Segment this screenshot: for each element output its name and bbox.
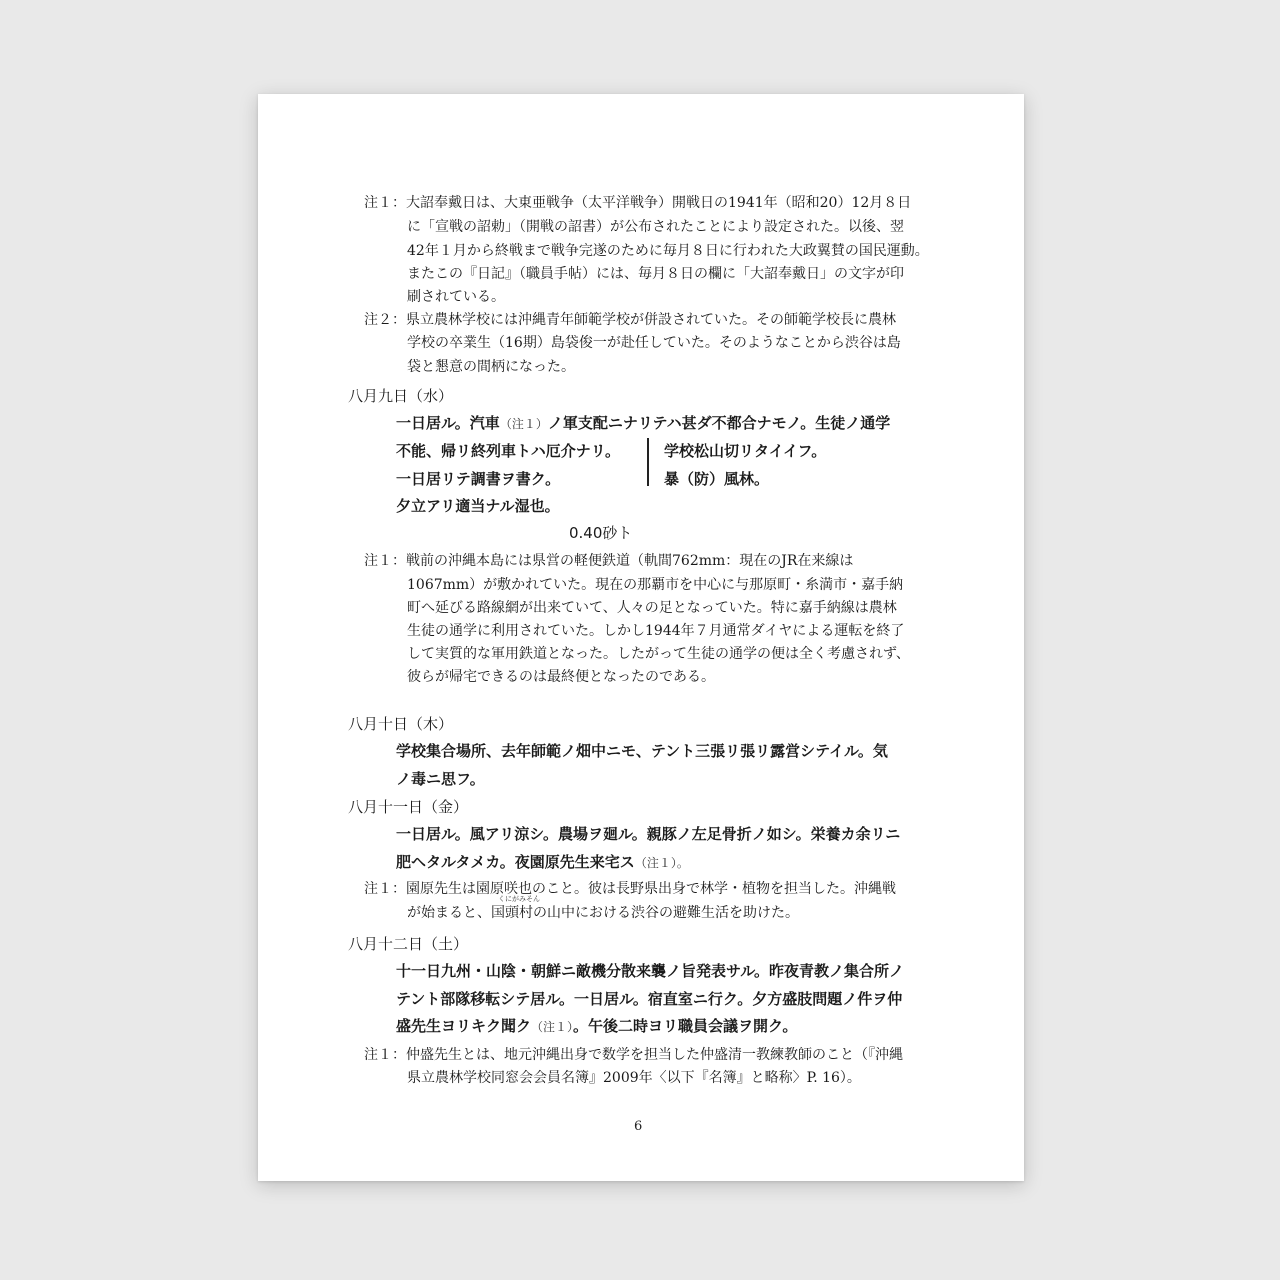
diary-text: 肥ヘタルタメカ。夜園原先生来宅ス bbox=[396, 853, 635, 871]
diary-line bbox=[396, 412, 890, 433]
diary-line: 暴（防）風林。 bbox=[664, 470, 770, 488]
diary-text: ノ軍支配ニナリテハ甚ダ不都合ナモノ。生徒ノ通学 bbox=[547, 414, 891, 432]
note-line: 注１：戦前の沖縄本島には県営の軽便鉄道（軌間762mm：現在のJR在来線は bbox=[364, 553, 854, 569]
diary-line bbox=[396, 851, 689, 872]
note-line: して実質的な軍用鉄道となった。したがって生徒の通学の便は全く考慮されず、 bbox=[407, 646, 910, 662]
diary-line: テント部隊移転シテ居ル。一日居ル。宿直室ニ行ク。夕方盛肢問題ノ件ヲ仲 bbox=[396, 990, 903, 1008]
note-line: 彼らが帰宅できるのは最終便となったのである。 bbox=[407, 669, 715, 685]
note-line: 注１：仲盛先生とは、地元沖縄出身で数学を担当した仲盛清一教練教師のこと（『沖縄 bbox=[364, 1047, 903, 1063]
ruby-annotation: くにがみそん bbox=[498, 895, 540, 903]
note-line: 生徒の通学に利用されていた。しかし1944年７月通常ダイヤによる運転を終了 bbox=[407, 623, 905, 639]
note-line: に「宣戦の詔勅」（開戦の詔書）が公布されたことにより設定された。以後、翌 bbox=[407, 219, 904, 235]
diary-text: 。午後二時ヨリ職員会議ヲ開ク。 bbox=[573, 1017, 798, 1035]
note-line: 注２：県立農林学校には沖縄青年師範学校が併設されていた。その師範学校長に農林 bbox=[364, 312, 896, 328]
note-line: が始まると、国頭村の山中における渋谷の避難生活を助けた。 bbox=[407, 905, 799, 921]
note-ref: （注１） bbox=[531, 1020, 574, 1034]
note-line: 注１：園原先生は園原咲也のこと。彼は長野県出身で林学・植物を担当した。沖縄戦 bbox=[364, 881, 896, 897]
diary-line: 夕立アリ適当ナル湿也。 bbox=[396, 497, 560, 515]
diary-line: 学校集合場所、去年師範ノ畑中ニモ、テント三張リ張リ露営シテイル。気 bbox=[396, 742, 888, 760]
note-line: 1067mm）が敷かれていた。現在の那覇市を中心に与那原町・糸満市・嘉手納 bbox=[407, 577, 904, 593]
diary-text: 一日居ル。汽車 bbox=[396, 414, 500, 432]
column-divider bbox=[647, 438, 649, 486]
note-line: 42年１月から終戦まで戦争完遂のために毎月８日に行われた大政翼賛の国民運動。 bbox=[407, 243, 929, 259]
diary-line: 一日居ル。風アリ涼シ。農場ヲ廻ル。親豚ノ左足骨折ノ如シ。栄養カ余リニ bbox=[396, 825, 901, 843]
diary-line: 十一日九州・山陰・朝鮮ニ敵機分散来襲ノ旨発表サル。昨夜青教ノ集合所ノ bbox=[396, 962, 905, 980]
page-number: 6 bbox=[634, 1119, 643, 1134]
entry-heading: 八月九日（水） bbox=[348, 387, 454, 405]
diary-line: 一日居リテ調書ヲ書ク。 bbox=[396, 470, 561, 488]
entry-heading: 八月十日（木） bbox=[348, 715, 454, 733]
entry-heading: 八月十二日（土） bbox=[348, 935, 469, 953]
diary-text: 盛先生ヨリキク聞ク bbox=[396, 1017, 532, 1035]
note-line: 学校の卒業生（16期）島袋俊一が赴任していた。そのようなことから渋谷は島 bbox=[407, 335, 901, 351]
diary-line: 不能、帰リ終列車トハ厄介ナリ。 bbox=[396, 442, 620, 460]
note-line: 県立農林学校同窓会会員名簿』2009年〈以下『名簿』と略称〉P. 16）。 bbox=[407, 1070, 861, 1086]
diary-line: 学校松山切リタイイフ。 bbox=[664, 442, 827, 460]
note-line: 袋と懇意の間柄になった。 bbox=[407, 359, 575, 375]
note-line: 注１：大詔奉戴日は、大東亜戦争（太平洋戦争）開戦日の1941年（昭和20）12月８日 bbox=[364, 195, 912, 211]
entry-heading: 八月十一日（金） bbox=[348, 798, 469, 816]
diary-line-center: 0.40砂ト bbox=[569, 524, 633, 542]
note-ref: （注１） bbox=[499, 417, 548, 431]
document-page bbox=[258, 94, 1024, 1181]
diary-line bbox=[396, 1015, 797, 1036]
note-line: 町へ延びる路線網が出来ていて、人々の足となっていた。特に嘉手納線は農林 bbox=[407, 600, 897, 616]
note-line: 刷されている。 bbox=[407, 289, 505, 305]
diary-line: ノ毒ニ思フ。 bbox=[396, 770, 485, 788]
note-line: またこの『日記』（職員手帖）には、毎月８日の欄に「大詔奉戴日」の文字が印 bbox=[407, 266, 904, 282]
note-ref: （注１）。 bbox=[634, 856, 689, 870]
